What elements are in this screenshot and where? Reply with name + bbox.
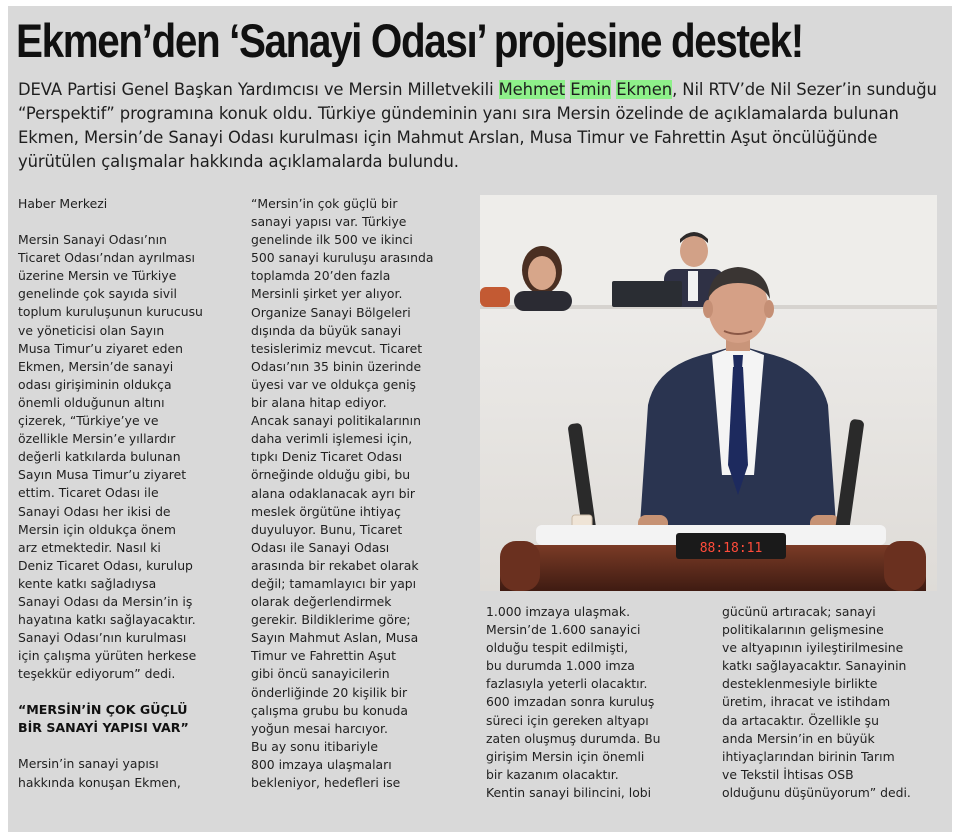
text-line: zaten oluşmuş durumda. Bu (486, 730, 661, 746)
text-line: Sayın Musa Timur’u ziyaret (18, 467, 187, 483)
text-line: Mersin Sanayi Odası’nın (18, 232, 167, 248)
text-line: dışında da büyük sanayi (251, 322, 402, 338)
lead-text-1: DEVA Partisi Genel Başkan Yardımcısı ve Mersin Milletvekili (18, 80, 499, 99)
text-line: genelinde ilk 500 ve ikinci (251, 232, 413, 248)
column-1-paragraph-2 (18, 755, 240, 791)
text-line: üzerine Mersin ve Türkiye (18, 268, 177, 284)
column-1 (18, 195, 240, 792)
subheading-line: “MERSİN’İN ÇOK GÜÇLÜ (18, 702, 188, 718)
text-line: odası girişiminin oldukça (18, 376, 172, 392)
text-line: fazlasıyla yeterli olacaktır. (486, 676, 648, 692)
text-line: Ancak sanayi politikalarının (251, 413, 421, 429)
text-line: bir kazanım olacaktır. (486, 766, 619, 782)
highlighted-name-last: Ekmen (616, 80, 673, 99)
text-line: kente katkı sağladıysa (18, 575, 157, 591)
column-4 (722, 603, 944, 802)
text-line: süreci için gereken altyapı (486, 712, 649, 728)
text-line: arz etmektedir. Nasıl ki (18, 539, 161, 555)
text-line: girişim Mersin için önemli (486, 748, 645, 764)
text-line: “Mersin’in çok güçlü bir (251, 196, 398, 211)
text-line: tıpkı Deniz Ticaret Odası (251, 449, 403, 465)
text-line: önemli olduğunun altını (18, 394, 165, 410)
text-line: daha verimli işlemesi için, (251, 431, 413, 447)
text-line: arasında bir rekabet olarak (251, 557, 419, 573)
text-line: gerekir. Bildiklerime göre; (251, 612, 411, 628)
text-line: Kentin sanayi bilincini, lobi (486, 784, 652, 800)
text-line: Ticaret Odası’ndan ayrılması (18, 250, 195, 266)
text-line: çalışma grubu bu konuda (251, 702, 408, 718)
text-line: Sayın Mahmut Aslan, Musa (251, 630, 419, 646)
text-line: bir alana hitap ediyor. (251, 395, 387, 411)
text-line: Ekmen, Mersin’de sanayi (18, 358, 174, 374)
text-line: gücünü artıracak; sanayi (722, 604, 876, 619)
highlighted-name-first: Mehmet (498, 80, 566, 99)
text-line: alana odaklanacak ayrı bir (251, 485, 416, 501)
text-line: değil; tamamlayıcı bir yapı (251, 575, 417, 591)
text-line: önderliğinde 20 kişilik bir (251, 684, 408, 700)
text-line: 600 imzadan sonra kuruluş (486, 694, 655, 710)
text-line: anda Mersin’in en büyük (722, 730, 875, 746)
text-line: 1.000 imzaya ulaşmak. (486, 604, 631, 619)
text-line: için çalışma yürüten herkese (18, 648, 197, 664)
text-line: katkı sağlayacaktır. Sanayinin (722, 658, 907, 674)
text-line: hakkında konuşan Ekmen, (18, 774, 181, 790)
text-line: duyuluyor. Bunu, Ticaret (251, 521, 403, 537)
headline: Ekmen’den ‘Sanayi Odası’ projesine destek! (16, 14, 803, 67)
byline: Haber Merkezi (18, 196, 108, 211)
text-line: teşekkür ediyorum” dedi. (18, 666, 176, 682)
text-line: Sanayi Odası her ikisi de (18, 503, 171, 519)
text-line: bu durumda 1.000 imza (486, 658, 635, 674)
text-line: genelinde çok sayıda sivil (18, 286, 177, 302)
text-line: gibi öncü sanayicilerin (251, 666, 390, 682)
text-line: değerli katkılarda bulunan (18, 449, 181, 465)
subheading (18, 701, 240, 737)
text-line: Odası’nın 35 binin üzerinde (251, 358, 422, 374)
column-3 (486, 603, 714, 802)
lead-text-2: , Nil RTV’de Nil Sezer’in sunduğu “Perspektif” programına konuk oldu. Türkiye gündeminin yanı sıra Mersin özelinde de açıklamalarda bulunan Ekmen, Mersin’de Sanayi Odası kurulması için Mahmut Arslan, Musa Timur ve Fahrettin Aşut öncülüğünde yürütülen çalışmalar hakkında açıklamalarda bulundu. (18, 80, 937, 171)
text-line: olduğunu düşünüyorum” dedi. (722, 784, 911, 800)
text-line: tesislerimiz mevcut. Ticaret (251, 340, 423, 356)
highlighted-name-middle: Emin (570, 80, 612, 99)
text-line: olduğu tespit edilmişti, (486, 640, 629, 656)
photo-speaker-at-podium (480, 195, 937, 591)
text-line: toplum kuruluşunun kurucusu (18, 304, 203, 320)
text-line: Sanayi Odası da Mersin’in iş (18, 593, 193, 609)
text-line: hayatına katkı sağlayacaktır. (18, 612, 196, 628)
podium (500, 525, 926, 591)
text-line: Mersin’in sanayi yapısı (18, 756, 159, 772)
text-line: yoğun mesai harcıyor. (251, 720, 388, 736)
text-line: desteklenmesiyle birlikte (722, 676, 878, 692)
text-line: ve altyapının iyileştirilmesine (722, 640, 904, 656)
column-1-paragraph-1 (18, 231, 240, 683)
text-line: Musa Timur’u ziyaret eden (18, 340, 183, 356)
text-line: Mersinli şirket yer alıyor. (251, 286, 403, 302)
text-line: Timur ve Fahrettin Aşut (251, 648, 396, 664)
text-line: politikalarının gelişmesine (722, 622, 884, 638)
text-line: bekleniyor, hedefleri ise (251, 775, 401, 790)
text-line: örneğinde olduğu gibi, bu (251, 467, 411, 483)
text-line: özellikle Mersin’e yıllardır (18, 431, 176, 447)
text-line: ettim. Ticaret Odası ile (18, 485, 159, 501)
text-line: Organize Sanayi Bölgeleri (251, 304, 411, 320)
text-line: Bu ay sonu itibariyle (251, 738, 378, 754)
text-line: Mersin’de 1.600 sanayici (486, 622, 641, 638)
text-line: çizerek, “Türkiye’ye ve (18, 413, 159, 429)
text-line: 500 sanayi kuruluşu arasında (251, 250, 434, 266)
text-line: toplamda 20’den fazla (251, 268, 391, 284)
lead-paragraph (18, 78, 948, 174)
column-2 (251, 195, 473, 792)
text-line: Sanayi Odası’nın kurulması (18, 630, 187, 646)
text-line: ve Tekstil İhtisas OSB (722, 766, 854, 782)
text-line: meslek örgütüne ihtiyaç (251, 503, 401, 519)
text-line: 800 imzaya ulaşmaları (251, 756, 392, 772)
text-line: Mersin için oldukça önem (18, 521, 176, 537)
text-line: üretim, ihracat ve istihdam (722, 694, 891, 710)
text-line: ihtiyaçlarından birinin Tarım (722, 748, 895, 764)
text-line: Odası ile Sanayi Odası (251, 539, 390, 555)
subheading-line: BİR SANAYİ YAPISI VAR” (18, 720, 189, 736)
text-line: Deniz Ticaret Odası, kurulup (18, 557, 193, 573)
text-line: sanayi yapısı var. Türkiye (251, 214, 407, 230)
text-line: üyesi var ve oldukça geniş (251, 376, 416, 392)
text-line: da artacaktır. Özellikle şu (722, 712, 879, 728)
text-line: olarak değerlendirmek (251, 594, 392, 610)
text-line: ve yöneticisi olan Sayın (18, 322, 165, 338)
podium-timer-display: 88:18:11 (699, 541, 763, 556)
